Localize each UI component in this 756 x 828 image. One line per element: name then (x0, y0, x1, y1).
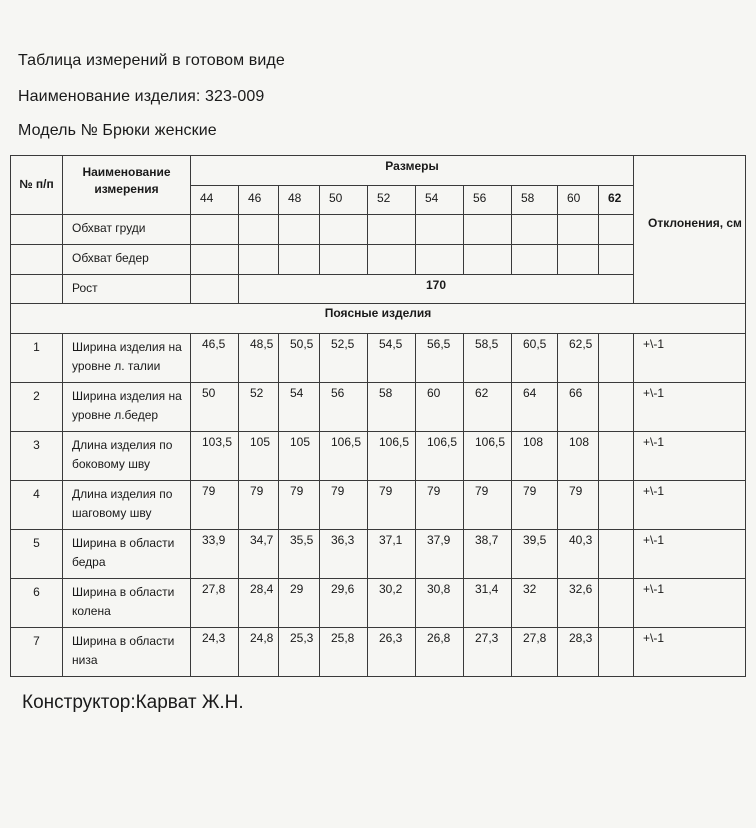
size-header-cell: 54 (416, 186, 464, 215)
measurement-value: 60 (416, 383, 464, 432)
param-num-cell (11, 215, 63, 245)
col-number-header: № п/п (11, 156, 63, 215)
deviation-value: +\-1 (634, 481, 746, 530)
measurement-value: 24,3 (191, 628, 239, 677)
measurement-value: 34,7 (239, 530, 279, 579)
measurement-value: 27,8 (512, 628, 558, 677)
deviation-header: Отклонения, см (634, 156, 746, 304)
measurement-value: 36,3 (320, 530, 368, 579)
row-number: 5 (11, 530, 63, 579)
size-header-cell: 50 (320, 186, 368, 215)
measurement-value: 79 (416, 481, 464, 530)
measurement-value: 25,3 (279, 628, 320, 677)
measurement-value: 103,5 (191, 432, 239, 481)
measurement-value (599, 432, 634, 481)
size-header-cell: 52 (368, 186, 416, 215)
measurement-value (599, 579, 634, 628)
measurement-value: 54 (279, 383, 320, 432)
param-name: Рост (63, 275, 191, 304)
measurement-value: 58,5 (464, 334, 512, 383)
sizes-header: Размеры (191, 156, 634, 186)
measurement-value: 106,5 (416, 432, 464, 481)
measurement-value: 48,5 (239, 334, 279, 383)
measurement-value: 106,5 (464, 432, 512, 481)
measurement-value: 52 (239, 383, 279, 432)
size-header-cell: 48 (279, 186, 320, 215)
measurement-value: 58 (368, 383, 416, 432)
section-title: Поясные изделия (11, 304, 746, 334)
measurement-value: 79 (368, 481, 416, 530)
param-num-cell (11, 245, 63, 275)
measurement-value (599, 383, 634, 432)
param-name: Обхват груди (63, 215, 191, 245)
col-name-header: Наименование измерения (63, 156, 191, 215)
size-header-cell: 62 (599, 186, 634, 215)
param-name: Обхват бедер (63, 245, 191, 275)
size-header-cell: 46 (239, 186, 279, 215)
measurement-value: 79 (558, 481, 599, 530)
row-number: 1 (11, 334, 63, 383)
measurement-value: 56 (320, 383, 368, 432)
measurement-value: 37,9 (416, 530, 464, 579)
measurement-value: 26,3 (368, 628, 416, 677)
measurement-value: 32,6 (558, 579, 599, 628)
model-line: Модель № Брюки женские (18, 122, 217, 139)
measurement-value: 46,5 (191, 334, 239, 383)
measurement-value: 79 (320, 481, 368, 530)
measurement-value: 33,9 (191, 530, 239, 579)
designer-signature-line: Конструктор:Карват Ж.Н. (22, 692, 244, 713)
row-number: 6 (11, 579, 63, 628)
measurement-name: Ширина изделия на уровне л.бедер (63, 383, 191, 432)
measurement-value: 52,5 (320, 334, 368, 383)
measurement-value: 29,6 (320, 579, 368, 628)
measurement-name: Ширина в области низа (63, 628, 191, 677)
measurement-name: Ширина в области колена (63, 579, 191, 628)
param-num-cell (11, 275, 63, 304)
measurement-value (599, 628, 634, 677)
deviation-value: +\-1 (634, 579, 746, 628)
measurement-value: 37,1 (368, 530, 416, 579)
deviation-value: +\-1 (634, 334, 746, 383)
measurement-row (11, 383, 746, 432)
measurement-value: 30,2 (368, 579, 416, 628)
measurement-row (11, 628, 746, 677)
measurement-row (11, 481, 746, 530)
measurement-value: 79 (464, 481, 512, 530)
measurement-name: Ширина изделия на уровне л. талии (63, 334, 191, 383)
measurement-value: 79 (512, 481, 558, 530)
measurement-value (599, 334, 634, 383)
measurement-value: 27,3 (464, 628, 512, 677)
measurement-value: 62 (464, 383, 512, 432)
row-number: 2 (11, 383, 63, 432)
measurement-value: 27,8 (191, 579, 239, 628)
measurement-value: 62,5 (558, 334, 599, 383)
measurement-value: 106,5 (368, 432, 416, 481)
measurement-row (11, 530, 746, 579)
measurement-value: 38,7 (464, 530, 512, 579)
deviation-value: +\-1 (634, 530, 746, 579)
measurement-value: 108 (512, 432, 558, 481)
measurement-row (11, 579, 746, 628)
measurement-name: Длина изделия по боковому шву (63, 432, 191, 481)
measurement-value: 40,3 (558, 530, 599, 579)
measurement-row (11, 334, 746, 383)
size-header-cell: 44 (191, 186, 239, 215)
measurement-name: Длина изделия по шаговому шву (63, 481, 191, 530)
measurement-value: 35,5 (279, 530, 320, 579)
row-number: 7 (11, 628, 63, 677)
measurement-value: 50 (191, 383, 239, 432)
size-header-cell: 58 (512, 186, 558, 215)
measurement-value (599, 481, 634, 530)
measurement-value: 56,5 (416, 334, 464, 383)
measurement-table (10, 155, 746, 677)
measurement-value: 105 (239, 432, 279, 481)
measurement-value: 25,8 (320, 628, 368, 677)
measurement-value: 29 (279, 579, 320, 628)
measurement-name: Ширина в области бедра (63, 530, 191, 579)
measurement-value: 79 (279, 481, 320, 530)
measurement-value: 50,5 (279, 334, 320, 383)
measurement-value: 64 (512, 383, 558, 432)
document-title: Таблица измерений в готовом виде (18, 52, 285, 69)
measurement-value: 26,8 (416, 628, 464, 677)
measurement-value: 106,5 (320, 432, 368, 481)
deviation-value: +\-1 (634, 383, 746, 432)
deviation-value: +\-1 (634, 432, 746, 481)
measurement-row (11, 432, 746, 481)
size-header-cell: 60 (558, 186, 599, 215)
measurement-value: 39,5 (512, 530, 558, 579)
measurement-value: 66 (558, 383, 599, 432)
product-name-line: Наименование изделия: 323-009 (18, 88, 265, 105)
measurement-value: 108 (558, 432, 599, 481)
measurement-value: 28,3 (558, 628, 599, 677)
measurement-value: 79 (191, 481, 239, 530)
measurement-value: 32 (512, 579, 558, 628)
measurement-value: 28,4 (239, 579, 279, 628)
measurement-value: 54,5 (368, 334, 416, 383)
measurement-value: 30,8 (416, 579, 464, 628)
measurement-value: 60,5 (512, 334, 558, 383)
measurement-value: 79 (239, 481, 279, 530)
measurement-value: 105 (279, 432, 320, 481)
measurement-value (599, 530, 634, 579)
row-number: 4 (11, 481, 63, 530)
section-row (11, 304, 746, 334)
measurement-value: 31,4 (464, 579, 512, 628)
measurement-value: 24,8 (239, 628, 279, 677)
deviation-value: +\-1 (634, 628, 746, 677)
size-header-cell: 56 (464, 186, 512, 215)
row-number: 3 (11, 432, 63, 481)
height-value: 170 (239, 275, 634, 304)
